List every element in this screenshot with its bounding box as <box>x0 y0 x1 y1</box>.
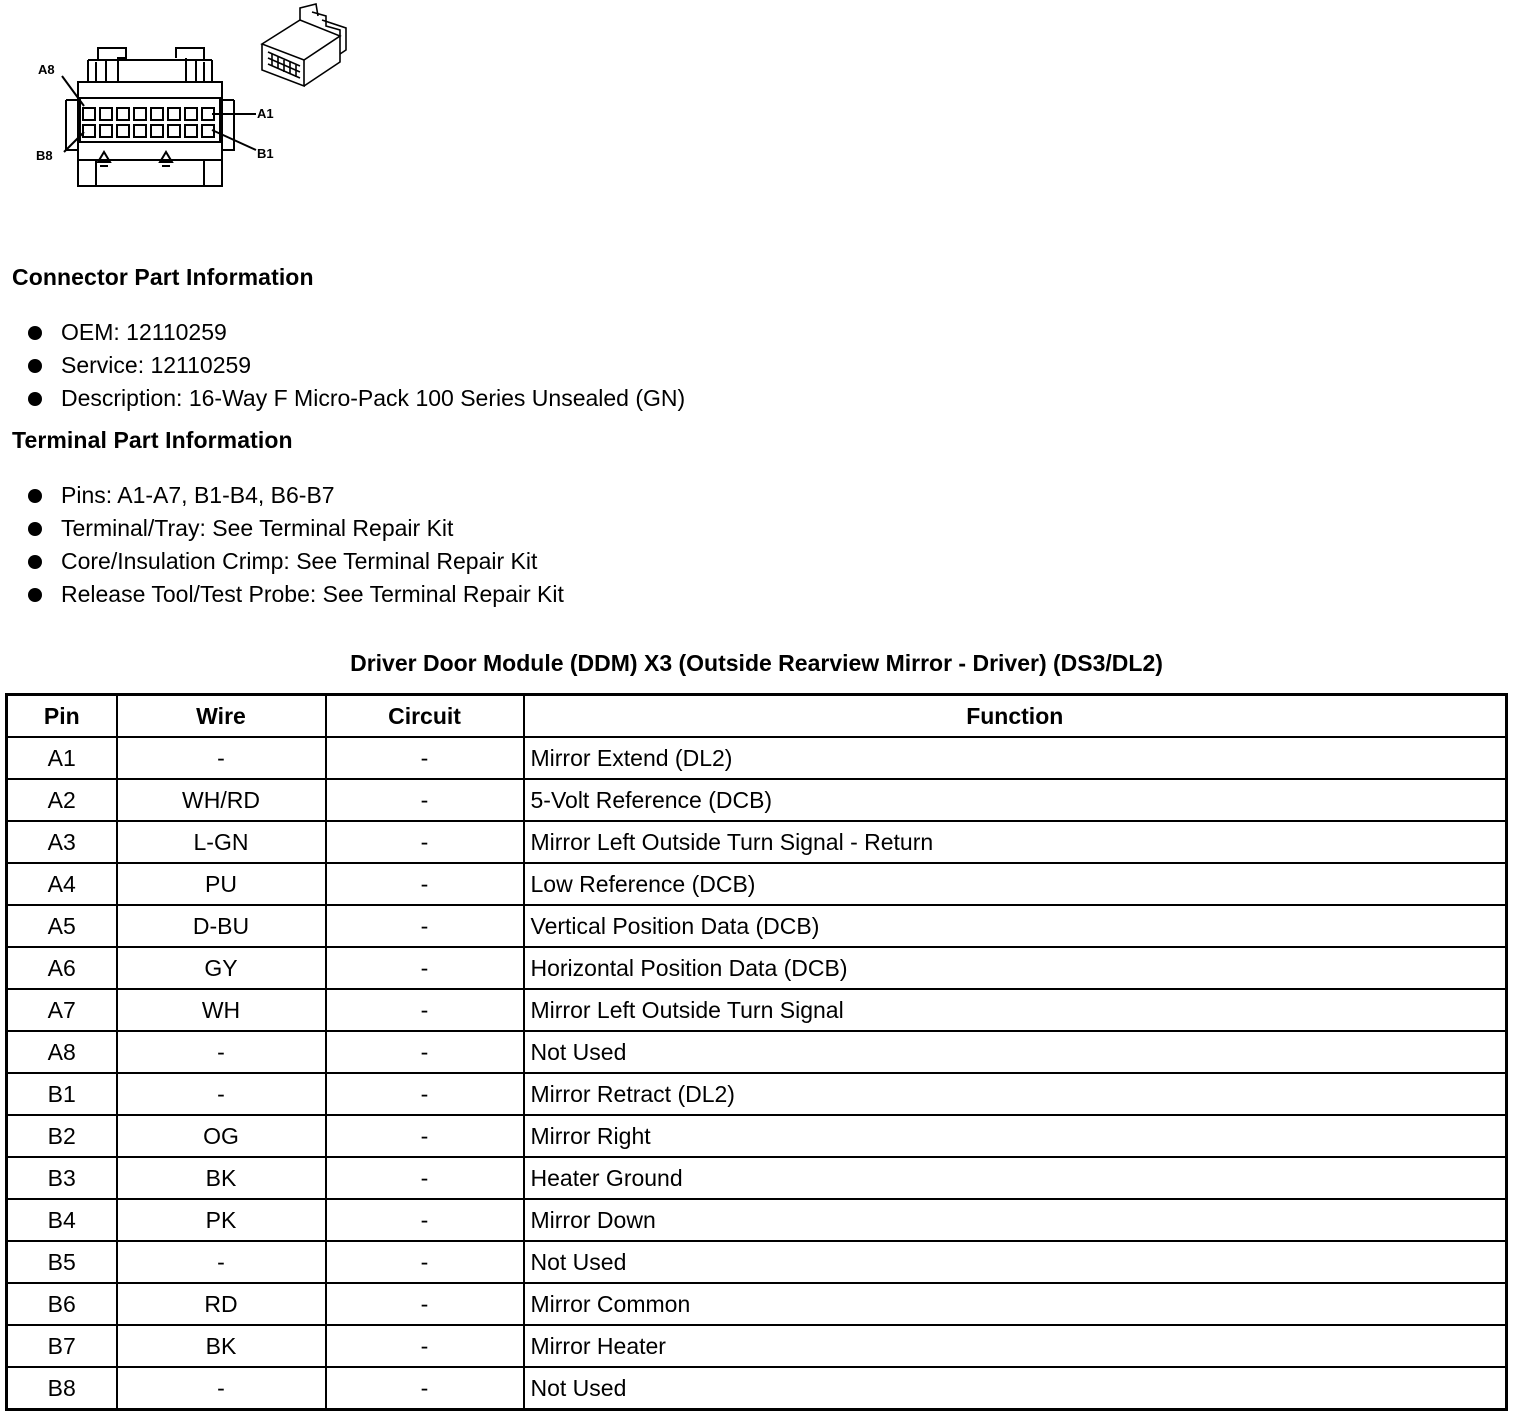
cell-wire: - <box>117 1367 326 1410</box>
cell-circuit: - <box>326 1283 524 1325</box>
table-row <box>7 1325 1507 1367</box>
cell-circuit: - <box>326 1157 524 1199</box>
pin-label-a8: A8 <box>38 62 55 77</box>
cell-circuit: - <box>326 1367 524 1410</box>
cell-pin: A8 <box>7 1031 117 1073</box>
cell-circuit: - <box>326 1199 524 1241</box>
list-item <box>28 382 685 415</box>
pin-cavity <box>134 108 146 120</box>
bullet-icon <box>28 392 42 406</box>
cell-pin: B1 <box>7 1073 117 1115</box>
cell-function: Mirror Extend (DL2) <box>524 737 1507 779</box>
cell-function: Mirror Left Outside Turn Signal - Return <box>524 821 1507 863</box>
cell-function: Not Used <box>524 1031 1507 1073</box>
cell-function: 5-Volt Reference (DCB) <box>524 779 1507 821</box>
table-row <box>7 1199 1507 1241</box>
list-item <box>28 512 564 545</box>
cell-pin: B7 <box>7 1325 117 1367</box>
pin-cavity <box>117 125 129 137</box>
cell-wire: - <box>117 737 326 779</box>
cell-circuit: - <box>326 779 524 821</box>
pin-cavity <box>185 125 197 137</box>
table-row <box>7 947 1507 989</box>
pin-cavity <box>168 125 180 137</box>
cell-function: Heater Ground <box>524 1157 1507 1199</box>
pin-table <box>5 693 1508 1411</box>
cell-function: Horizontal Position Data (DCB) <box>524 947 1507 989</box>
bullet-icon <box>28 522 42 536</box>
table-row <box>7 1367 1507 1410</box>
cell-function: Vertical Position Data (DCB) <box>524 905 1507 947</box>
list-item <box>28 316 685 349</box>
table-row <box>7 905 1507 947</box>
cell-wire: - <box>117 1031 326 1073</box>
cell-circuit: - <box>326 821 524 863</box>
cell-pin: B5 <box>7 1241 117 1283</box>
cell-wire: L-GN <box>117 821 326 863</box>
bullet-icon <box>28 588 42 602</box>
cell-function: Mirror Down <box>524 1199 1507 1241</box>
list-item <box>28 578 564 611</box>
table-row <box>7 989 1507 1031</box>
pin-label-b1: B1 <box>257 146 274 161</box>
cell-circuit: - <box>326 1073 524 1115</box>
list-item-text: Service: 12110259 <box>61 352 252 378</box>
table-row <box>7 1073 1507 1115</box>
list-item <box>28 349 685 382</box>
list-item-text: Pins: A1-A7, B1-B4, B6-B7 <box>61 482 335 508</box>
header-circuit: Circuit <box>326 695 524 738</box>
cell-wire: PU <box>117 863 326 905</box>
list-item <box>28 545 564 578</box>
pin-label-a1: A1 <box>257 106 274 121</box>
cell-wire: WH <box>117 989 326 1031</box>
cell-wire: - <box>117 1073 326 1115</box>
pin-cavity <box>151 125 163 137</box>
cell-pin: A4 <box>7 863 117 905</box>
cell-circuit: - <box>326 905 524 947</box>
cell-function: Low Reference (DCB) <box>524 863 1507 905</box>
pin-cavity <box>100 125 112 137</box>
cell-circuit: - <box>326 947 524 989</box>
list-item-text: Core/Insulation Crimp: See Terminal Repair Kit <box>61 548 538 574</box>
list-item-text: Release Tool/Test Probe: See Terminal Repair Kit <box>61 581 564 607</box>
cell-wire: RD <box>117 1283 326 1325</box>
pin-label-b8: B8 <box>36 148 53 163</box>
connector-isometric-drawing <box>262 4 346 86</box>
connector-part-list <box>28 316 685 415</box>
table-row <box>7 1157 1507 1199</box>
table-row <box>7 779 1507 821</box>
cell-wire: - <box>117 1241 326 1283</box>
table-row <box>7 821 1507 863</box>
cell-circuit: - <box>326 737 524 779</box>
cell-wire: BK <box>117 1157 326 1199</box>
bullet-icon <box>28 555 42 569</box>
connector-pin-cavities <box>83 108 214 137</box>
cell-pin: A7 <box>7 989 117 1031</box>
cell-wire: WH/RD <box>117 779 326 821</box>
cell-wire: OG <box>117 1115 326 1157</box>
pin-cavity <box>134 125 146 137</box>
pin-cavity <box>185 108 197 120</box>
table-header-row <box>7 695 1507 738</box>
cell-pin: A3 <box>7 821 117 863</box>
cell-wire: BK <box>117 1325 326 1367</box>
terminal-part-heading: Terminal Part Information <box>12 427 293 453</box>
header-pin: Pin <box>7 695 117 738</box>
cell-pin: B4 <box>7 1199 117 1241</box>
cell-function: Mirror Left Outside Turn Signal <box>524 989 1507 1031</box>
table-row <box>7 1031 1507 1073</box>
cell-pin: A6 <box>7 947 117 989</box>
pin-cavity <box>117 108 129 120</box>
pin-cavity <box>83 108 95 120</box>
pin-cavity <box>83 125 95 137</box>
list-item-text: Description: 16-Way F Micro-Pack 100 Series Unsealed (GN) <box>61 385 686 411</box>
cell-function: Mirror Common <box>524 1283 1507 1325</box>
bullet-icon <box>28 489 42 503</box>
cell-wire: PK <box>117 1199 326 1241</box>
cell-wire: D-BU <box>117 905 326 947</box>
header-function: Function <box>524 695 1507 738</box>
connector-diagram <box>0 0 380 200</box>
bullet-icon <box>28 326 42 340</box>
pin-cavity <box>151 108 163 120</box>
cell-pin: A1 <box>7 737 117 779</box>
cell-circuit: - <box>326 989 524 1031</box>
table-row <box>7 1283 1507 1325</box>
pin-cavity <box>168 108 180 120</box>
list-item-text: Terminal/Tray: See Terminal Repair Kit <box>61 515 454 541</box>
cell-function: Mirror Right <box>524 1115 1507 1157</box>
bullet-icon <box>28 359 42 373</box>
cell-circuit: - <box>326 1115 524 1157</box>
cell-function: Mirror Heater <box>524 1325 1507 1367</box>
table-title: Driver Door Module (DDM) X3 (Outside Rearview Mirror - Driver) (DS3/DL2) <box>350 650 1163 676</box>
cell-circuit: - <box>326 1325 524 1367</box>
pin-cavity <box>100 108 112 120</box>
list-item <box>28 479 564 512</box>
cell-function: Not Used <box>524 1367 1507 1410</box>
terminal-part-list <box>28 479 564 611</box>
connector-part-heading: Connector Part Information <box>12 264 314 290</box>
cell-function: Mirror Retract (DL2) <box>524 1073 1507 1115</box>
table-row <box>7 863 1507 905</box>
cell-pin: B3 <box>7 1157 117 1199</box>
cell-pin: A5 <box>7 905 117 947</box>
header-wire: Wire <box>117 695 326 738</box>
cell-pin: B6 <box>7 1283 117 1325</box>
cell-pin: A2 <box>7 779 117 821</box>
cell-pin: B8 <box>7 1367 117 1410</box>
list-item-text: OEM: 12110259 <box>61 319 227 345</box>
table-row <box>7 737 1507 779</box>
table-row <box>7 1115 1507 1157</box>
table-row <box>7 1241 1507 1283</box>
cell-circuit: - <box>326 863 524 905</box>
cell-pin: B2 <box>7 1115 117 1157</box>
cell-circuit: - <box>326 1031 524 1073</box>
cell-circuit: - <box>326 1241 524 1283</box>
cell-wire: GY <box>117 947 326 989</box>
cell-function: Not Used <box>524 1241 1507 1283</box>
